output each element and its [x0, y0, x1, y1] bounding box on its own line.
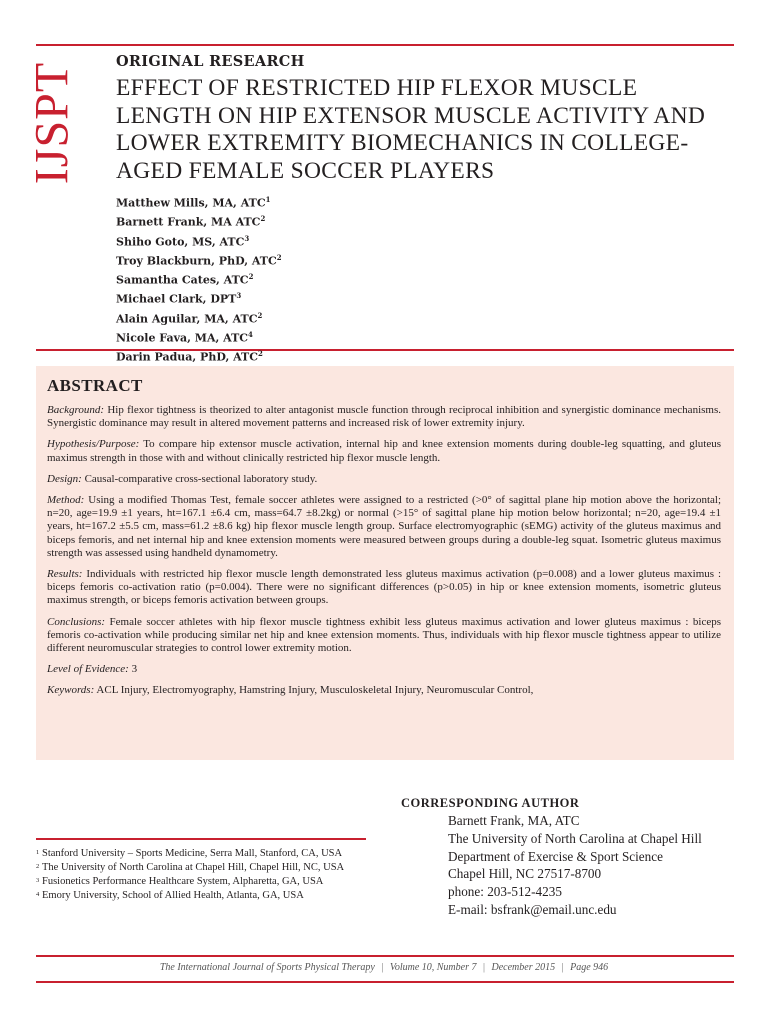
- abstract-design: [47, 473, 721, 486]
- footer-page: Page 946: [570, 962, 609, 973]
- author-item: [116, 250, 282, 269]
- author-name: Matthew Mills, MA, ATC: [116, 196, 266, 210]
- top-rule: [36, 44, 734, 46]
- corresponding-author-details: [448, 812, 738, 919]
- author-item: [116, 269, 282, 288]
- abstract-method-label: Method:: [47, 494, 85, 507]
- author-item: [116, 288, 282, 307]
- author-affiliation-marker: 2: [260, 214, 266, 224]
- affiliation-text: Fusionetics Performance Healthcare System, Alpharetta, GA, USA: [42, 875, 324, 887]
- affiliation-number: 2: [36, 862, 40, 870]
- affiliations-rule: [36, 838, 366, 840]
- abstract-keywords-text: ACL Injury, Electromyography, Hamstring Injury, Musculoskeletal Injury, Neuromuscular Control,: [96, 684, 534, 697]
- abstract-method-text: Using a modified Thomas Test, female soccer athletes were assigned to a restricted (>0° of sagittal plane hip motion above the horizontal; n=20, age=19.9 ±1 years, ht=167.1 ±6.4 cm, mass=64.7 ±8.2kg) or normal (>15° of sagittal plane hip motion below horizontal; n=20, age=19.4 ±1 years, ht=167.2 ±5.5 cm, mass=61.2 ±8.6 kg) hip flexor muscle length group. Surface electromyographic (sEMG) activity of the gluteus maximus and biceps femoris, and net internal hip and knee extension moments were measured between groups during a double-leg squat. Isometric gluteus maximus strength was assessed using handheld dynamometry.: [47, 494, 721, 559]
- author-name: Barnett Frank, MA ATC: [116, 215, 261, 229]
- corresponding-author-phone: phone: 203-512-4235: [448, 884, 562, 900]
- section-label: ORIGINAL RESEARCH: [116, 53, 305, 70]
- abstract-hypothesis-label: Hypothesis/Purpose:: [47, 438, 140, 451]
- author-affiliation-marker: 2: [257, 310, 263, 320]
- abstract-conclusions: [47, 616, 721, 656]
- author-name: Michael Clark, DPT: [116, 292, 237, 306]
- abstract-level-label: Level of Evidence:: [47, 663, 129, 676]
- corresponding-author-name: Barnett Frank, MA, ATC: [448, 813, 580, 828]
- footer-volume: Volume 10, Number 7: [389, 962, 477, 973]
- author-affiliation-marker: 2: [258, 349, 263, 358]
- footer-separator: |: [561, 962, 564, 973]
- author-item: [116, 192, 282, 211]
- corresponding-author-heading: CORRESPONDING AUTHOR: [401, 796, 580, 810]
- author-name: Samantha Cates, ATC: [116, 273, 249, 287]
- abstract-results-label: Results:: [47, 568, 83, 581]
- corresponding-author-address: Chapel Hill, NC 27517-8700: [448, 866, 602, 882]
- author-affiliation-marker: 2: [276, 252, 282, 262]
- author-affiliation-marker: 3: [244, 233, 250, 243]
- affiliation-text: Stanford University – Sports Medicine, Serra Mall, Stanford, CA, USA: [42, 848, 343, 859]
- author-list: [116, 192, 282, 365]
- author-item: [116, 211, 282, 230]
- footer-separator: |: [483, 962, 486, 973]
- author-name: Nicole Fava, MA, ATC: [116, 331, 249, 345]
- footer-top-rule: [36, 955, 734, 957]
- article-title: EFFECT OF RESTRICTED HIP FLEXOR MUSCLE LENGTH ON HIP EXTENSOR MUSCLE ACTIVITY AND LOWER EXTREMITY BIOMECHANICS IN COLLEGE-AGED FEMALE SOCCER PLAYERS: [116, 75, 706, 184]
- affiliation-item: [36, 890, 366, 902]
- author-item: [116, 308, 282, 327]
- author-item: [116, 231, 282, 250]
- corresponding-author-institution: The University of North Carolina at Chapel Hill: [448, 830, 702, 846]
- abstract-conclusions-label: Conclusions:: [47, 615, 106, 628]
- affiliation-number: 1: [36, 849, 40, 856]
- affiliation-item: [36, 848, 366, 860]
- journal-logo: [25, 58, 79, 188]
- affiliation-item: [36, 862, 366, 874]
- abstract-level: [47, 663, 721, 676]
- abstract-hypothesis-text: To compare hip extensor muscle activation, internal hip and knee extension moments during double-leg squatting, and gluteus maximus strength in those with and without clinically restricted hip flexor muscle length.: [47, 438, 721, 464]
- author-name: Alain Aguilar, MA, ATC: [116, 312, 258, 326]
- corresponding-author-department: Department of Exercise & Sport Science: [448, 848, 663, 864]
- affiliation-text: The University of North Carolina at Chapel Hill, Chapel Hill, NC, USA: [42, 861, 345, 873]
- corresponding-author-email[interactable]: E-mail: bsfrank@email.unc.edu: [448, 901, 617, 917]
- journal-logo-text: IJSPT: [25, 61, 79, 185]
- page-footer: [0, 962, 768, 973]
- abstract-results-text: Individuals with restricted hip flexor muscle length demonstrated less gluteus maximus activation (p=0.008) and a lower gluteus maximus : biceps femoris co-activation ratio (p=0.004). There were no significant differences (p>0.05) in hip or knee extension moments, isometric gluteus maximus strength, or biceps femoris activation between groups.: [47, 568, 722, 607]
- affiliation-number: 4: [36, 890, 40, 898]
- abstract-background-text: Hip flexor tightness is theorized to alter antagonist muscle function through reciprocal inhibition and synergistic dominance mechanisms. Synergistic dominance may result in altered movement patterns and increased risk of lower extremity injury.: [47, 404, 721, 430]
- abstract-hypothesis: [47, 438, 721, 464]
- author-name: Troy Blackburn, PhD, ATC: [116, 254, 277, 268]
- author-affiliation-marker: 4: [248, 329, 253, 339]
- abstract-conclusions-text: Female soccer athletes with hip flexor muscle tightness exhibit less gluteus maximus activation and lower gluteus maximus : biceps femoris co-activation while producing similar net hip and knee extension moments. Thus, individuals with hip flexor muscle tightness appear to utilize different neuromuscular strategies to control lower extremity motion.: [47, 615, 722, 655]
- affiliation-number: 3: [36, 876, 40, 884]
- affiliation-item: [36, 876, 366, 888]
- footer-date: December 2015: [491, 962, 556, 973]
- author-affiliation-marker: 3: [236, 291, 242, 301]
- author-name: Shiho Goto, MS, ATC: [116, 235, 245, 249]
- abstract-body: [47, 404, 721, 706]
- author-name: Darin Padua, PhD, ATC: [116, 350, 258, 364]
- abstract-design-label: Design:: [47, 472, 82, 485]
- abstract-background: [47, 404, 721, 430]
- abstract-method: [47, 494, 721, 560]
- author-affiliation-marker: 1: [265, 195, 271, 204]
- author-item: [116, 346, 282, 365]
- footer-separator: |: [381, 962, 384, 973]
- affiliation-text: Emory University, School of Allied Health, Atlanta, GA, USA: [42, 889, 304, 901]
- author-affiliation-marker: 2: [248, 272, 254, 281]
- abstract-background-label: Background:: [47, 404, 105, 416]
- author-item: [116, 327, 282, 346]
- abstract-level-text: 3: [131, 663, 138, 676]
- abstract-keywords: [47, 684, 721, 697]
- abstract-design-text: Causal-comparative cross-sectional laboratory study.: [84, 472, 318, 485]
- affiliation-list: [36, 848, 366, 904]
- abstract-results: [47, 568, 721, 608]
- abstract-heading: ABSTRACT: [47, 376, 143, 395]
- footer-bottom-rule: [36, 981, 734, 983]
- abstract-keywords-label: Keywords:: [47, 684, 95, 697]
- footer-journal: The International Journal of Sports Physical Therapy: [159, 962, 375, 973]
